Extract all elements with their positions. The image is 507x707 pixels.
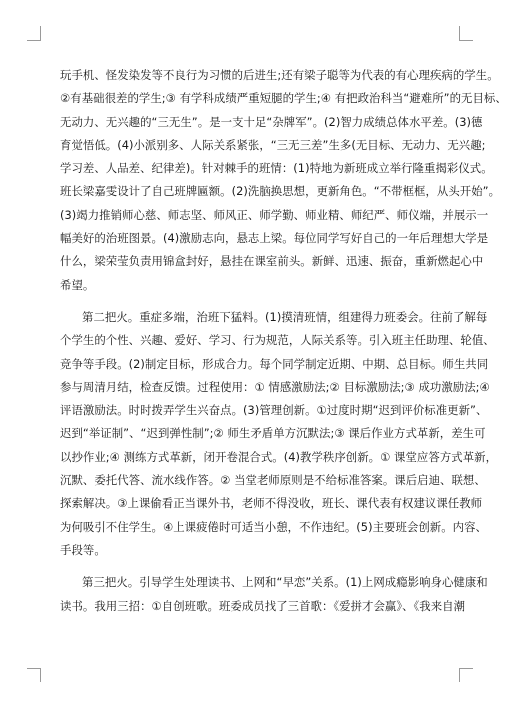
text-line: (3)竭力推销师心慈、师志坚、师风正、师学勤、师业精、师纪严、师仪端，并展示一 (60, 207, 489, 222)
crop-mark-top-right (459, 26, 460, 40)
paragraph (60, 571, 488, 618)
text-line: 以抄作业;④ 测练方式革新，闭开卷混合式。(4)教学秩序创新。① 课堂应答方式革新， (60, 449, 498, 464)
text-line: 迟到“举证制”、“迟到弹性制”;② 师生矛盾单方沉默法;③ 课后作业方式革新，差生可 (60, 426, 486, 441)
text-line: 探索解决。③上课偷看正当课外书，老师不得没收，班长、课代表有权建议课任教师 (60, 496, 483, 511)
text-line: 为何吸引不住学生。④上课疲倦时可适当小憩，不作违纪。(5)主要班会创新。内容、 (60, 519, 487, 534)
paragraph-spacing (60, 562, 442, 571)
paragraph (60, 306, 498, 562)
text-line: 评语激励法。时时拨弄学生兴奋点。(3)管理创新。①过度时期“迟到评价标准更新”、 (60, 403, 488, 418)
paragraph (60, 64, 507, 297)
text-line: 无动力、无兴趣的“三无生”。是一支十足“杂牌军”。(2)智力成绩总体水平差。(3)德 (60, 114, 483, 129)
text-line: 玩手机、怪发染发等不良行为习惯的后进生;还有梁子聪等为代表的有心理疾病的学生。 (60, 68, 499, 82)
document-body (60, 64, 507, 618)
text-line: 育觉悟低。(4)小派别多、人际关系紧张，“三无三差”生多(无目标、无动力、无兴趣; (60, 137, 486, 152)
text-line: 学习差、人品差、纪律差)。针对棘手的班情：(1)特地为新班成立举行隆重揭彩仪式。 (60, 161, 493, 176)
text-line: 竞争等手段。(2)制定目标，形成合力。每个同学制定近期、中期、总目标。师生共同 (60, 356, 489, 371)
crop-mark-bottom-right (459, 668, 460, 682)
text-line: 参与周清月结，检查反馈。过程使用：① 情感激励法;② 目标激励法;③ 成功激励法;④ (60, 379, 490, 394)
text-line: 什么，梁荣莹负责用锦盒封好，悬挂在课室前头。新鲜、迅速、振奋，重新燃起心中 (60, 254, 484, 269)
crop-mark-bottom-left (27, 668, 41, 669)
crop-mark-bottom-right (459, 668, 473, 669)
text-line: 个学生的个性、兴趣、爱好、学习、行为规范，人际关系等。引入班主任助理、轮值、 (60, 333, 495, 348)
text-line: ②有基础很差的学生;③ 有学科成绩严重短腿的学生;④ 有把政治科当“避难所”的无目标、 (60, 91, 507, 106)
crop-mark-top-right (459, 40, 473, 41)
text-line: 读书。我用三招：①自创班歌。班委成员找了三首歌：《爱拼才会赢》、《我来自潮 (60, 598, 466, 613)
text-line: 第三把火。引导学生处理读书、上网和“早恋”关系。(1)上网成瘾影响身心健康和 (82, 575, 488, 590)
text-line: 第二把火。重症多端，治班下猛料。(1)摸清班情，组建得力班委会。往前了解每 (82, 309, 488, 324)
text-line: 希望。 (60, 277, 95, 292)
text-line: 班长梁嘉雯设计了自己班牌匾额。(2)洗脑换思想，更新角色。“不带框框，从头开始”。 (60, 184, 501, 199)
paragraph-spacing (60, 297, 442, 306)
text-line: 幅美好的治班图景。(4)激励志向，悬志上梁。每位同学写好自己的一年后理想大学是 (60, 231, 489, 246)
crop-mark-top-left (27, 40, 41, 41)
crop-mark-bottom-left (40, 668, 41, 682)
text-line: 沉默、委托代答、流水线作答。② 当堂老师原则是不给标准答案。课后启迪、联想、 (60, 473, 486, 488)
text-line: 手段等。 (60, 542, 106, 557)
crop-mark-top-left (40, 26, 41, 40)
